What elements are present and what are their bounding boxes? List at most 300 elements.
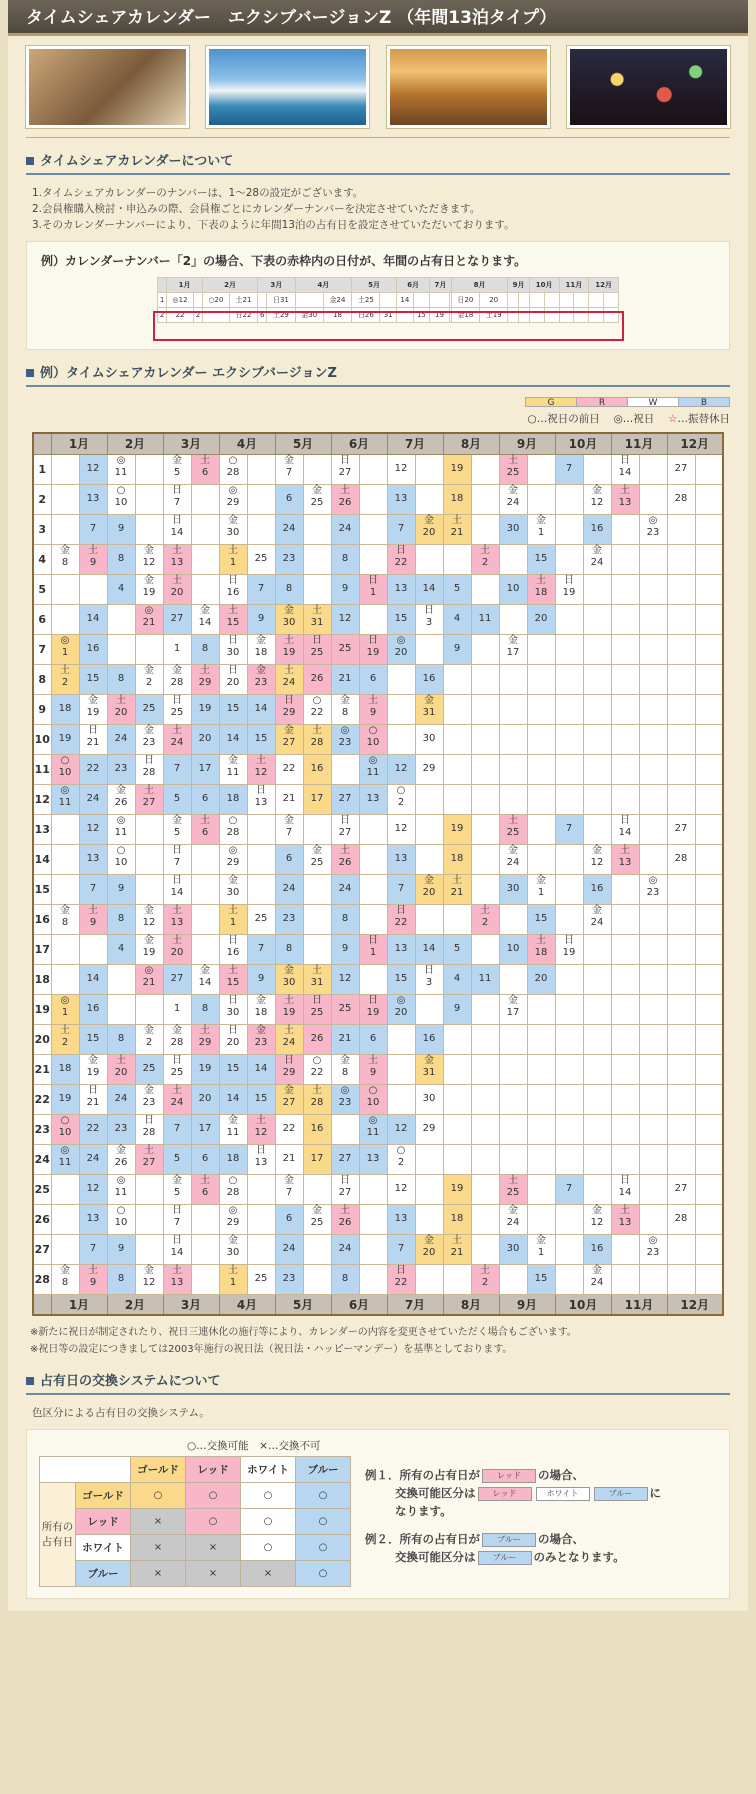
day-number: 6 bbox=[201, 1186, 209, 1198]
day-cell bbox=[51, 634, 79, 664]
day-cell bbox=[499, 724, 527, 754]
day-number: 11 bbox=[478, 973, 492, 984]
day-mark: 土 bbox=[452, 1234, 462, 1246]
day-cell bbox=[275, 1054, 303, 1084]
calendar-number: 17 bbox=[33, 934, 51, 964]
day-mark: 日 bbox=[256, 1144, 266, 1156]
day-cell bbox=[275, 604, 303, 634]
day-number: 12 bbox=[590, 856, 604, 868]
day-mark: 土 bbox=[88, 904, 98, 916]
day-cell bbox=[695, 514, 723, 544]
day-cell bbox=[555, 784, 583, 814]
mini-cell bbox=[430, 293, 450, 308]
day-number: 8 bbox=[117, 1033, 125, 1044]
day-cell bbox=[639, 874, 667, 904]
day-cell bbox=[387, 754, 415, 784]
day-cell bbox=[667, 514, 695, 544]
day-cell bbox=[191, 1114, 219, 1144]
day-number: 7 bbox=[285, 1186, 293, 1198]
day-number: 6 bbox=[285, 1213, 293, 1224]
mini-month-header: 12月 bbox=[589, 278, 619, 293]
mini-cell: ◎12 bbox=[167, 293, 194, 308]
day-number: 17 bbox=[506, 646, 520, 658]
day-mark: ◎ bbox=[228, 1204, 238, 1216]
day-cell bbox=[499, 1174, 527, 1204]
day-number: 14 bbox=[86, 973, 100, 984]
day-number: 11 bbox=[114, 826, 128, 838]
day-number: 15 bbox=[534, 1273, 548, 1284]
day-number: 10 bbox=[58, 1126, 72, 1138]
day-mark: 土 bbox=[172, 1264, 182, 1276]
day-cell bbox=[219, 904, 247, 934]
day-number: 29 bbox=[198, 676, 212, 688]
day-cell bbox=[387, 814, 415, 844]
day-number: 30 bbox=[226, 526, 240, 538]
calendar-row bbox=[33, 634, 723, 664]
day-number: 12 bbox=[142, 916, 156, 928]
day-cell bbox=[219, 1264, 247, 1294]
day-mark: 土 bbox=[200, 814, 210, 826]
day-mark: 日 bbox=[424, 964, 434, 976]
day-cell bbox=[107, 514, 135, 544]
mini-cell: ○20 bbox=[203, 293, 230, 308]
mini-month-header: 4月 bbox=[295, 278, 352, 293]
mini-cell: 土29 bbox=[267, 308, 295, 323]
day-number: 17 bbox=[198, 1123, 212, 1134]
day-cell bbox=[611, 574, 639, 604]
day-cell bbox=[79, 694, 107, 724]
day-cell bbox=[499, 1084, 527, 1114]
mini-cell: 31 bbox=[380, 308, 397, 323]
month-header: 3月 bbox=[163, 433, 219, 454]
day-cell bbox=[191, 1024, 219, 1054]
mini-corner bbox=[158, 278, 167, 293]
day-cell bbox=[303, 1114, 331, 1144]
day-number: 27 bbox=[338, 826, 352, 838]
day-number: 13 bbox=[86, 493, 100, 504]
day-number: 7 bbox=[565, 463, 573, 474]
exchange-header-row bbox=[40, 1457, 351, 1483]
day-number: 25 bbox=[254, 913, 268, 924]
day-number: 15 bbox=[394, 973, 408, 984]
day-cell bbox=[331, 1204, 359, 1234]
day-mark: 土 bbox=[340, 1204, 350, 1216]
day-number: 12 bbox=[338, 973, 352, 984]
day-cell bbox=[555, 604, 583, 634]
day-cell bbox=[639, 754, 667, 784]
day-cell bbox=[471, 754, 499, 784]
calendar-row bbox=[33, 1024, 723, 1054]
day-cell bbox=[527, 514, 555, 544]
day-cell bbox=[443, 724, 471, 754]
ex2-text-c: 交換可能区分は bbox=[395, 1550, 476, 1564]
day-cell bbox=[359, 544, 387, 574]
day-number: 23 bbox=[254, 676, 268, 688]
day-cell bbox=[583, 694, 611, 724]
day-cell bbox=[415, 1084, 443, 1114]
day-mark: 金 bbox=[284, 454, 294, 466]
day-cell bbox=[135, 814, 163, 844]
day-number: 15 bbox=[226, 976, 240, 988]
day-cell bbox=[135, 1234, 163, 1264]
day-cell bbox=[163, 754, 191, 784]
day-cell bbox=[331, 1144, 359, 1174]
day-cell bbox=[695, 544, 723, 574]
day-mark: 日 bbox=[88, 1084, 98, 1096]
mini-cell: 2 bbox=[158, 308, 167, 323]
day-cell bbox=[555, 1084, 583, 1114]
day-cell bbox=[555, 1234, 583, 1264]
example-box bbox=[26, 241, 730, 350]
day-number: 25 bbox=[254, 1273, 268, 1284]
day-cell bbox=[387, 1204, 415, 1234]
day-number: 7 bbox=[89, 523, 97, 534]
day-cell bbox=[667, 1204, 695, 1234]
day-cell bbox=[79, 574, 107, 604]
day-number: 7 bbox=[173, 496, 181, 508]
day-number: 8 bbox=[201, 1003, 209, 1014]
day-cell bbox=[527, 964, 555, 994]
day-number: 18 bbox=[58, 1063, 72, 1074]
day-cell bbox=[387, 544, 415, 574]
day-number: 23 bbox=[142, 1096, 156, 1108]
day-cell bbox=[471, 1174, 499, 1204]
day-cell bbox=[583, 964, 611, 994]
day-mark: 土 bbox=[200, 1174, 210, 1186]
month-header: 12月 bbox=[667, 1294, 723, 1315]
day-cell bbox=[639, 514, 667, 544]
mini-month-header: 8月 bbox=[451, 278, 508, 293]
legend-substitute: …振替休日 bbox=[677, 413, 730, 425]
day-number: 18 bbox=[254, 646, 268, 658]
calendar-row bbox=[33, 574, 723, 604]
day-number: 8 bbox=[117, 1273, 125, 1284]
day-mark: 金 bbox=[144, 904, 154, 916]
day-cell bbox=[219, 1204, 247, 1234]
day-cell bbox=[219, 484, 247, 514]
day-mark: 金 bbox=[144, 1024, 154, 1036]
day-cell bbox=[51, 754, 79, 784]
day-number: 27 bbox=[674, 463, 688, 474]
day-cell bbox=[163, 514, 191, 544]
day-cell bbox=[499, 934, 527, 964]
day-number: 16 bbox=[86, 643, 100, 654]
day-mark: ○ bbox=[60, 1114, 70, 1126]
day-cell bbox=[219, 664, 247, 694]
day-cell bbox=[163, 1264, 191, 1294]
day-mark: ○ bbox=[312, 694, 322, 706]
day-mark: 日 bbox=[396, 1264, 406, 1276]
day-cell bbox=[79, 994, 107, 1024]
day-number: 7 bbox=[257, 583, 265, 594]
day-cell bbox=[219, 1114, 247, 1144]
day-cell bbox=[331, 1264, 359, 1294]
day-number: 4 bbox=[117, 943, 125, 954]
exchange-box bbox=[26, 1429, 730, 1599]
mini-cell: 19 bbox=[430, 308, 450, 323]
exchange-cell: × bbox=[131, 1561, 186, 1587]
day-cell bbox=[275, 934, 303, 964]
day-cell bbox=[359, 514, 387, 544]
calendar-number: 14 bbox=[33, 844, 51, 874]
day-cell bbox=[639, 1204, 667, 1234]
day-number: 6 bbox=[201, 793, 209, 804]
day-number: 11 bbox=[58, 1156, 72, 1168]
day-cell bbox=[79, 1054, 107, 1084]
day-number: 12 bbox=[394, 463, 408, 474]
day-mark: 金 bbox=[592, 844, 602, 856]
day-cell bbox=[387, 604, 415, 634]
day-number: 24 bbox=[282, 523, 296, 534]
day-mark: 金 bbox=[424, 514, 434, 526]
day-number: 15 bbox=[254, 733, 268, 744]
day-mark: 土 bbox=[172, 934, 182, 946]
day-number: 30 bbox=[506, 883, 520, 894]
day-number: 24 bbox=[338, 1243, 352, 1254]
star-icon: ☆ bbox=[668, 413, 678, 425]
day-mark: ○ bbox=[116, 1204, 126, 1216]
day-cell bbox=[415, 1234, 443, 1264]
day-cell bbox=[555, 904, 583, 934]
day-cell bbox=[247, 994, 275, 1024]
day-cell bbox=[51, 1114, 79, 1144]
day-cell bbox=[611, 664, 639, 694]
day-cell bbox=[611, 634, 639, 664]
day-cell bbox=[331, 1054, 359, 1084]
day-cell bbox=[79, 664, 107, 694]
day-cell bbox=[471, 1234, 499, 1264]
day-cell bbox=[247, 844, 275, 874]
day-cell bbox=[219, 514, 247, 544]
day-mark: 土 bbox=[480, 1264, 490, 1276]
day-mark: 土 bbox=[452, 874, 462, 886]
calendar-number: 5 bbox=[33, 574, 51, 604]
day-number: 11 bbox=[226, 1126, 240, 1138]
day-mark: ◎ bbox=[116, 814, 126, 826]
day-cell bbox=[695, 1084, 723, 1114]
day-number: 21 bbox=[450, 886, 464, 898]
calendar-row bbox=[33, 964, 723, 994]
day-cell bbox=[135, 1204, 163, 1234]
day-number: 31 bbox=[422, 1066, 436, 1078]
exchange-row-header: ホワイト bbox=[76, 1535, 131, 1561]
mini-cell: 土21 bbox=[229, 293, 257, 308]
day-number: 31 bbox=[310, 976, 324, 988]
day-cell bbox=[359, 484, 387, 514]
day-number: 14 bbox=[170, 526, 184, 538]
day-cell bbox=[107, 874, 135, 904]
day-cell bbox=[359, 844, 387, 874]
day-cell bbox=[499, 544, 527, 574]
day-number: 2 bbox=[481, 916, 489, 928]
ex1-text-e: なります。 bbox=[395, 1504, 452, 1518]
day-mark: 金 bbox=[88, 1054, 98, 1066]
day-cell bbox=[191, 544, 219, 574]
day-cell bbox=[219, 724, 247, 754]
day-number: 6 bbox=[285, 853, 293, 864]
day-mark: 土 bbox=[368, 694, 378, 706]
day-cell bbox=[555, 634, 583, 664]
day-number: 24 bbox=[506, 856, 520, 868]
day-cell bbox=[583, 994, 611, 1024]
calendar-number: 4 bbox=[33, 544, 51, 574]
mini-cell: 6 bbox=[258, 308, 267, 323]
day-mark: 金 bbox=[284, 1174, 294, 1186]
day-cell bbox=[51, 1024, 79, 1054]
day-cell bbox=[639, 724, 667, 754]
day-cell bbox=[163, 964, 191, 994]
day-cell bbox=[695, 784, 723, 814]
day-cell bbox=[163, 1024, 191, 1054]
day-cell bbox=[275, 904, 303, 934]
day-number: 20 bbox=[422, 526, 436, 538]
day-number: 9 bbox=[453, 1003, 461, 1014]
day-cell bbox=[695, 1114, 723, 1144]
calendar-number: 12 bbox=[33, 784, 51, 814]
day-cell bbox=[555, 454, 583, 484]
day-cell bbox=[611, 814, 639, 844]
day-cell bbox=[527, 484, 555, 514]
day-cell bbox=[303, 1264, 331, 1294]
day-number: 21 bbox=[450, 526, 464, 538]
day-mark: 日 bbox=[424, 604, 434, 616]
day-number: 11 bbox=[58, 796, 72, 808]
day-cell bbox=[611, 694, 639, 724]
day-number: 14 bbox=[422, 943, 436, 954]
day-cell bbox=[695, 484, 723, 514]
corner-cell bbox=[33, 433, 51, 454]
day-number: 30 bbox=[422, 733, 436, 744]
divider bbox=[26, 128, 730, 138]
day-mark: 日 bbox=[368, 994, 378, 1006]
day-cell bbox=[471, 454, 499, 484]
exchange-row-header: ゴールド bbox=[76, 1483, 131, 1509]
day-number: 27 bbox=[170, 973, 184, 984]
example-2 bbox=[365, 1530, 625, 1566]
day-number: 1 bbox=[61, 646, 69, 658]
day-number: 25 bbox=[254, 553, 268, 564]
day-mark: 土 bbox=[172, 904, 182, 916]
day-number: 19 bbox=[58, 733, 72, 744]
day-cell bbox=[303, 634, 331, 664]
day-number: 25 bbox=[310, 496, 324, 508]
day-number: 26 bbox=[310, 1033, 324, 1044]
day-number: 30 bbox=[226, 1006, 240, 1018]
day-mark: 金 bbox=[144, 544, 154, 556]
day-cell bbox=[611, 484, 639, 514]
day-mark: 日 bbox=[172, 694, 182, 706]
day-cell bbox=[303, 1144, 331, 1174]
day-mark: ◎ bbox=[396, 634, 406, 646]
day-number: 14 bbox=[170, 886, 184, 898]
day-cell bbox=[275, 814, 303, 844]
day-mark: 金 bbox=[256, 634, 266, 646]
day-cell bbox=[583, 934, 611, 964]
day-cell bbox=[79, 964, 107, 994]
photo-lounge bbox=[26, 46, 189, 128]
day-number: 24 bbox=[282, 1036, 296, 1048]
day-number: 11 bbox=[366, 766, 380, 778]
day-cell bbox=[667, 1174, 695, 1204]
day-cell bbox=[527, 454, 555, 484]
day-cell bbox=[415, 874, 443, 904]
day-number: 14 bbox=[618, 1186, 632, 1198]
day-cell bbox=[79, 1114, 107, 1144]
day-cell bbox=[275, 454, 303, 484]
day-cell bbox=[443, 1174, 471, 1204]
day-cell bbox=[107, 1174, 135, 1204]
day-number: 24 bbox=[282, 883, 296, 894]
day-number: 7 bbox=[397, 523, 405, 534]
day-cell bbox=[163, 814, 191, 844]
day-cell bbox=[415, 964, 443, 994]
day-number: 1 bbox=[229, 556, 237, 568]
day-cell bbox=[247, 1174, 275, 1204]
day-mark: 金 bbox=[116, 1144, 126, 1156]
day-cell bbox=[51, 544, 79, 574]
day-cell bbox=[667, 664, 695, 694]
day-cell bbox=[387, 1264, 415, 1294]
day-cell bbox=[303, 814, 331, 844]
day-mark: 金 bbox=[284, 724, 294, 736]
day-number: 28 bbox=[170, 1036, 184, 1048]
day-cell bbox=[471, 1204, 499, 1234]
calendar-row bbox=[33, 484, 723, 514]
day-mark: 金 bbox=[312, 844, 322, 856]
day-cell bbox=[191, 874, 219, 904]
day-cell bbox=[527, 1084, 555, 1114]
day-number: 14 bbox=[226, 733, 240, 744]
day-number: 7 bbox=[257, 943, 265, 954]
day-cell bbox=[471, 1144, 499, 1174]
day-cell bbox=[275, 994, 303, 1024]
day-mark: 土 bbox=[144, 784, 154, 796]
day-cell bbox=[443, 994, 471, 1024]
day-cell bbox=[107, 634, 135, 664]
day-cell bbox=[415, 844, 443, 874]
day-number: 12 bbox=[86, 1183, 100, 1194]
day-cell bbox=[135, 1054, 163, 1084]
day-cell bbox=[639, 664, 667, 694]
day-number: 21 bbox=[142, 976, 156, 988]
mini-cell bbox=[413, 293, 430, 308]
day-cell bbox=[527, 724, 555, 754]
day-mark: 土 bbox=[284, 994, 294, 1006]
day-cell bbox=[191, 1234, 219, 1264]
day-number: 2 bbox=[61, 1036, 69, 1048]
day-mark: 金 bbox=[228, 514, 238, 526]
day-cell bbox=[275, 1234, 303, 1264]
day-cell bbox=[387, 634, 415, 664]
day-cell bbox=[583, 514, 611, 544]
day-cell bbox=[51, 664, 79, 694]
day-number: 9 bbox=[369, 706, 377, 718]
day-cell bbox=[247, 1144, 275, 1174]
day-mark: ◎ bbox=[60, 994, 70, 1006]
day-cell bbox=[79, 1024, 107, 1054]
day-mark: ◎ bbox=[144, 964, 154, 976]
day-cell bbox=[611, 1144, 639, 1174]
day-cell bbox=[667, 604, 695, 634]
day-cell bbox=[219, 694, 247, 724]
day-cell bbox=[527, 604, 555, 634]
day-mark: 金 bbox=[228, 754, 238, 766]
day-cell bbox=[275, 574, 303, 604]
day-cell bbox=[527, 574, 555, 604]
day-cell bbox=[499, 874, 527, 904]
day-number: 20 bbox=[534, 973, 548, 984]
day-number: 13 bbox=[170, 556, 184, 568]
